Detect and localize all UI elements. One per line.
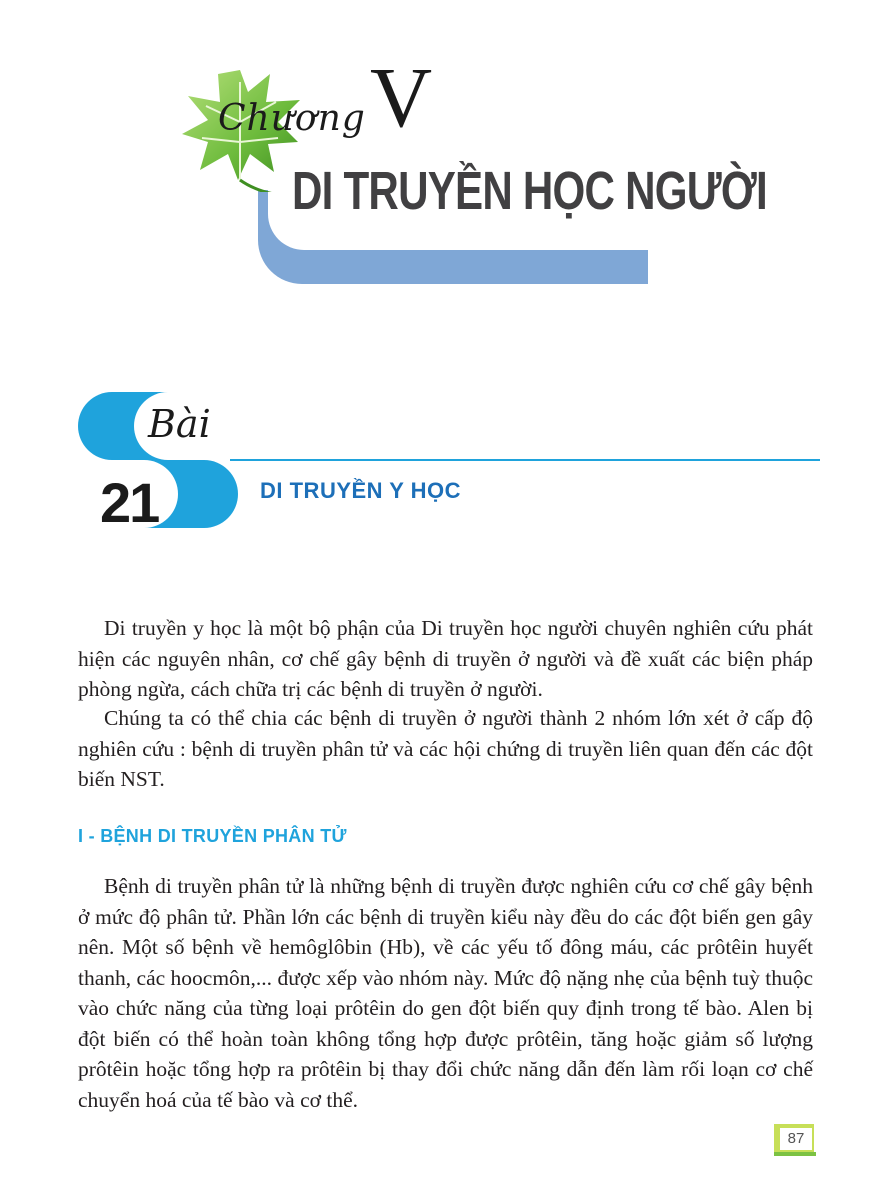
intro-paragraph: Di truyền y học là một bộ phận của Di truyền học người chuyên nghiên cứu phát hiện các nguyên nhân, cơ chế gây bệnh di truyền ở người và đề xuất các biện pháp phòng ngừa, cách chữa trị các bệnh di truyền ở người. — [78, 616, 813, 701]
chapter-title: DI TRUYỀN HỌC NGƯỜI — [292, 161, 767, 221]
lesson-title: DI TRUYỀN Y HỌC — [260, 478, 462, 503]
chapter-number: V — [370, 49, 433, 145]
section-heading: I - BỆNH DI TRUYỀN PHÂN TỬ — [78, 826, 347, 846]
lesson-divider — [230, 459, 820, 461]
lesson-number: 21 — [100, 471, 159, 534]
lesson-header — [78, 392, 823, 532]
classification-paragraph: Chúng ta có thể chia các bệnh di truyền ở người thành 2 nhóm lớn xét ở cấp độ nghiên cứu : bệnh di truyền phân tử và các hội chứng di truyền liên quan đến các đột biến NST. — [78, 706, 813, 791]
lesson-label: Bài — [148, 402, 211, 446]
molecular-disease-paragraph: Bệnh di truyền phân tử là những bệnh di truyền được nghiên cứu cơ chế gây bệnh ở mức độ phân tử. Phần lớn các bệnh di truyền kiểu này đều do các đột biến gen gây nên. Một số bệnh về hemôglôbin (Hb), về các yếu tố đông máu, các prôtêin huyết thanh, các hoocmôn,... được xếp vào nhóm này. Mức độ nặng nhẹ của bệnh tuỳ thuộc vào chức năng của từng loại prôtêin do gen đột biến quy định trong tế bào. Alen bị đột biến có thể hoàn toàn không tổng hợp được prôtêin, tăng hoặc giảm số lượng prôtêin hoặc tổng hợp ra prôtêin bị thay đổi chức năng dẫn đến làm rối loạn cơ chế chuyển hoá của tế bào và cơ thể. — [78, 874, 813, 1112]
chapter-label: Chương — [218, 98, 366, 139]
page-number: 87 — [780, 1128, 812, 1150]
chapter-header — [0, 0, 883, 300]
page-number-stripe — [774, 1152, 816, 1156]
